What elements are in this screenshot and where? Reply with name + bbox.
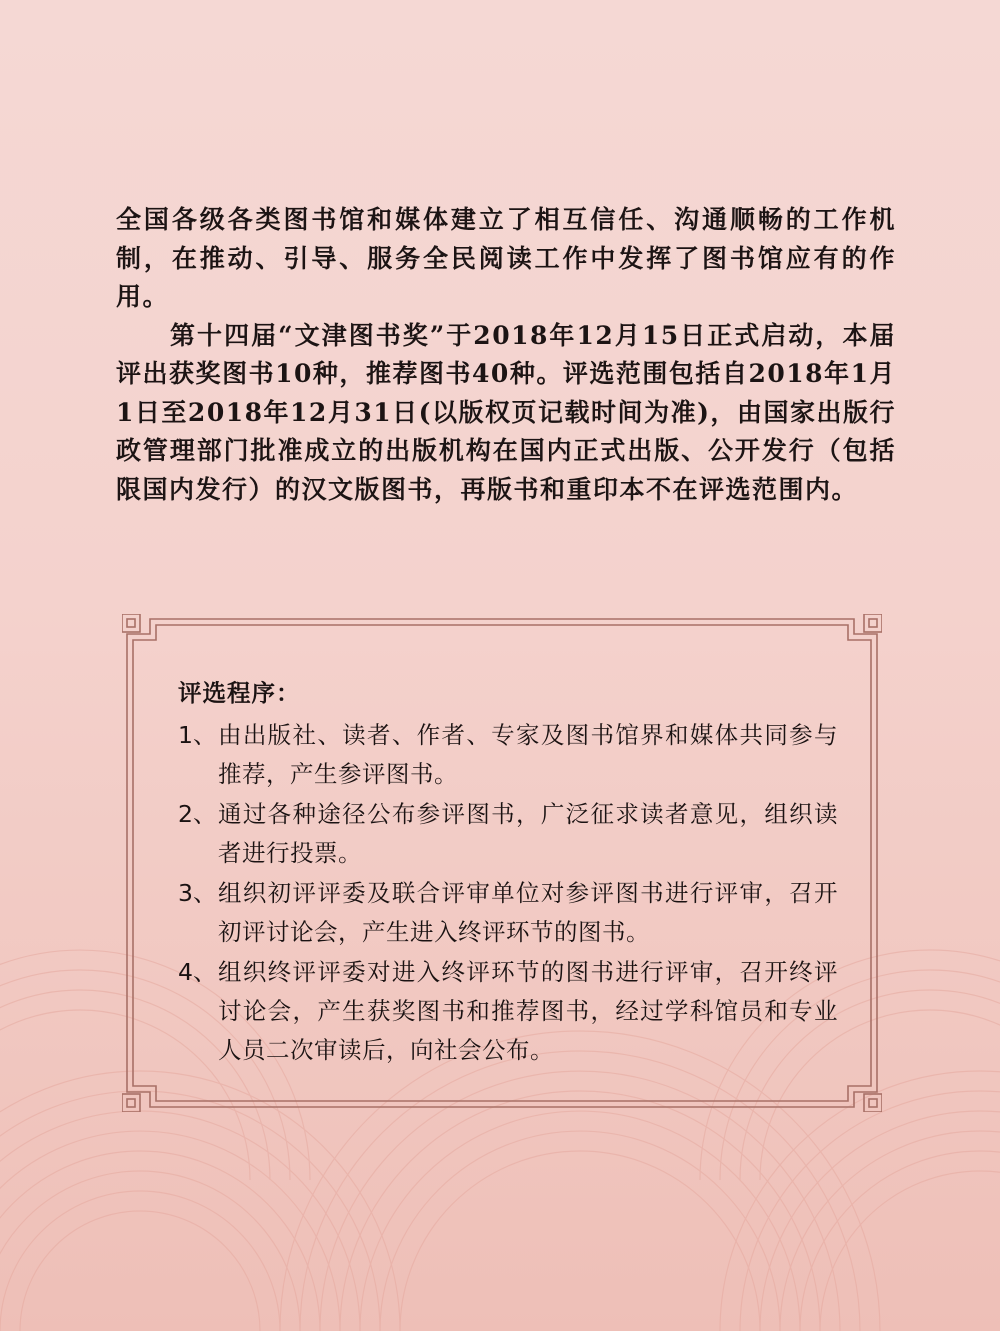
- step-text: 通过各种途径公布参评图书，广泛征求读者意见，组织读者进行投票。: [218, 800, 838, 867]
- step-number: 2、: [178, 800, 217, 828]
- step-text: 由出版社、读者、作者、专家及图书馆界和媒体共同参与推荐，产生参评图书。: [218, 721, 838, 788]
- procedure-step: [178, 716, 838, 794]
- step-number: 1、: [178, 721, 217, 749]
- selection-procedure: [178, 674, 838, 1071]
- step-number: 4、: [178, 958, 217, 986]
- procedure-step: [178, 953, 838, 1070]
- intro-paragraph-2: 第十四届“文津图书奖”于2018年12月15日正式启动，本届评出获奖图书10种，推荐图书40种。评选范围包括自2018年1月1日至2018年12月31日(以版权页记载时间为准)，由国家出版行政管理部门批准成立的出版机构在国内正式出版、公开发行（包括限国内发行）的汉文版图书，再版书和重印本不在评选范围内。: [116, 320, 896, 504]
- step-text: 组织终评评委对进入终评环节的图书进行评审，召开终评讨论会，产生获奖图书和推荐图书，经过学科馆员和专业人员二次审读后，向社会公布。: [218, 958, 838, 1064]
- procedure-step: [178, 874, 838, 952]
- intro-paragraph-1: 全国各级各类图书馆和媒体建立了相互信任、沟通顺畅的工作机制，在推动、引导、服务全民阅读工作中发挥了图书馆应有的作用。: [116, 205, 896, 311]
- step-number: 3、: [178, 879, 217, 907]
- procedure-title: 评选程序：: [178, 679, 301, 707]
- procedure-step: [178, 795, 838, 873]
- step-text: 组织初评评委及联合评审单位对参评图书进行评审，召开初评讨论会，产生进入终评环节的图书。: [218, 879, 838, 946]
- intro-text: [116, 201, 896, 509]
